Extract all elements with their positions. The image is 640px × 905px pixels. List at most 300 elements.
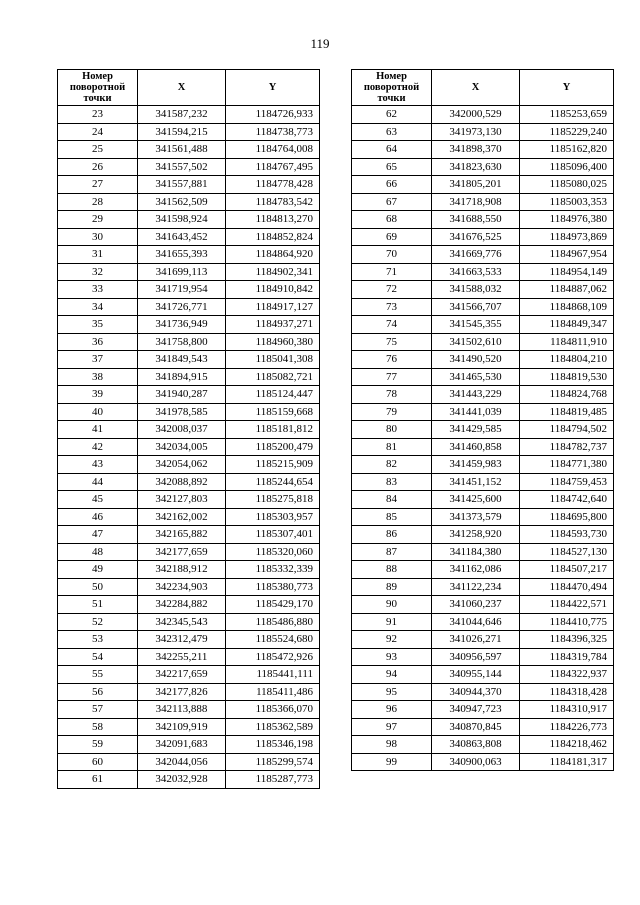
y-coordinate-cell: 1184910,842 (226, 281, 320, 299)
x-coordinate-cell: 341726,771 (138, 298, 226, 316)
point-number-cell: 65 (352, 158, 432, 176)
table-row (352, 421, 614, 439)
point-number-cell: 77 (352, 368, 432, 386)
x-coordinate-cell: 341588,032 (432, 281, 520, 299)
point-number-cell: 48 (58, 543, 138, 561)
table-row (352, 193, 614, 211)
table-row (58, 368, 320, 386)
point-number-cell: 76 (352, 351, 432, 369)
x-coordinate-cell: 341973,130 (432, 123, 520, 141)
x-coordinate-cell: 341443,229 (432, 386, 520, 404)
point-number-cell: 99 (352, 753, 432, 771)
table-row (58, 158, 320, 176)
y-coordinate-cell: 1185159,668 (226, 403, 320, 421)
y-coordinate-cell: 1184527,130 (520, 543, 614, 561)
point-number-cell: 42 (58, 438, 138, 456)
point-number-cell: 94 (352, 666, 432, 684)
table-row (58, 631, 320, 649)
point-number-cell: 74 (352, 316, 432, 334)
table-row (352, 403, 614, 421)
table-row (58, 228, 320, 246)
table-row (58, 771, 320, 789)
y-coordinate-cell: 1184813,270 (226, 211, 320, 229)
table-row (352, 351, 614, 369)
x-coordinate-cell: 341587,232 (138, 106, 226, 124)
point-number-cell: 70 (352, 246, 432, 264)
x-coordinate-cell: 341373,579 (432, 508, 520, 526)
table-row (352, 543, 614, 561)
y-coordinate-cell: 1184695,800 (520, 508, 614, 526)
point-number-cell: 26 (58, 158, 138, 176)
y-coordinate-cell: 1184738,773 (226, 123, 320, 141)
point-number-cell: 63 (352, 123, 432, 141)
point-number-cell: 71 (352, 263, 432, 281)
x-coordinate-cell: 340863,808 (432, 736, 520, 754)
header-point-number: Номер поворотной точки (58, 70, 138, 106)
y-coordinate-cell: 1184849,347 (520, 316, 614, 334)
point-number-cell: 38 (58, 368, 138, 386)
x-coordinate-cell: 340947,723 (432, 701, 520, 719)
x-coordinate-cell: 341026,271 (432, 631, 520, 649)
y-coordinate-cell: 1184782,737 (520, 438, 614, 456)
y-coordinate-cell: 1184593,730 (520, 526, 614, 544)
table-row (352, 228, 614, 246)
x-coordinate-cell: 342177,826 (138, 683, 226, 701)
table-row (352, 386, 614, 404)
x-coordinate-cell: 341557,881 (138, 176, 226, 194)
point-number-cell: 30 (58, 228, 138, 246)
y-coordinate-cell: 1184759,453 (520, 473, 614, 491)
y-coordinate-cell: 1184226,773 (520, 718, 614, 736)
point-number-cell: 41 (58, 421, 138, 439)
table-row (58, 753, 320, 771)
x-coordinate-cell: 342008,037 (138, 421, 226, 439)
table-row (352, 596, 614, 614)
table-row (352, 263, 614, 281)
x-coordinate-cell: 342127,803 (138, 491, 226, 509)
y-coordinate-cell: 1185486,880 (226, 613, 320, 631)
point-number-cell: 53 (58, 631, 138, 649)
x-coordinate-cell: 340956,597 (432, 648, 520, 666)
y-coordinate-cell: 1185003,353 (520, 193, 614, 211)
x-coordinate-cell: 341162,086 (432, 561, 520, 579)
x-coordinate-cell: 342109,919 (138, 718, 226, 736)
point-number-cell: 43 (58, 456, 138, 474)
table-row (352, 456, 614, 474)
x-coordinate-cell: 341044,646 (432, 613, 520, 631)
x-coordinate-cell: 341557,502 (138, 158, 226, 176)
x-coordinate-cell: 342054,062 (138, 456, 226, 474)
y-coordinate-cell: 1184960,380 (226, 333, 320, 351)
y-coordinate-cell: 1184778,428 (226, 176, 320, 194)
y-coordinate-cell: 1184819,485 (520, 403, 614, 421)
table-row (58, 438, 320, 456)
x-coordinate-cell: 340870,845 (432, 718, 520, 736)
table-header-row (58, 70, 320, 106)
x-coordinate-cell: 341562,509 (138, 193, 226, 211)
point-number-cell: 25 (58, 141, 138, 159)
y-coordinate-cell: 1184976,380 (520, 211, 614, 229)
x-coordinate-cell: 341451,152 (432, 473, 520, 491)
point-number-cell: 35 (58, 316, 138, 334)
point-number-cell: 28 (58, 193, 138, 211)
y-coordinate-cell: 1184322,937 (520, 666, 614, 684)
x-coordinate-cell: 341676,525 (432, 228, 520, 246)
coordinates-table-right (351, 69, 614, 771)
table-row (352, 736, 614, 754)
table-row (58, 176, 320, 194)
table-row (352, 508, 614, 526)
point-number-cell: 33 (58, 281, 138, 299)
point-number-cell: 56 (58, 683, 138, 701)
point-number-cell: 61 (58, 771, 138, 789)
table-row (352, 438, 614, 456)
y-coordinate-cell: 1184507,217 (520, 561, 614, 579)
point-number-cell: 78 (352, 386, 432, 404)
y-coordinate-cell: 1184742,640 (520, 491, 614, 509)
y-coordinate-cell: 1185303,957 (226, 508, 320, 526)
table-row (352, 106, 614, 124)
y-coordinate-cell: 1184937,271 (226, 316, 320, 334)
y-coordinate-cell: 1184396,325 (520, 631, 614, 649)
y-coordinate-cell: 1185080,025 (520, 176, 614, 194)
table-row (58, 543, 320, 561)
table-row (352, 491, 614, 509)
y-coordinate-cell: 1184310,917 (520, 701, 614, 719)
x-coordinate-cell: 342091,683 (138, 736, 226, 754)
table-row (352, 298, 614, 316)
point-number-cell: 79 (352, 403, 432, 421)
point-number-cell: 97 (352, 718, 432, 736)
table-row (58, 613, 320, 631)
x-coordinate-cell: 341545,355 (432, 316, 520, 334)
header-point-number: Номер поворотной точки (352, 70, 432, 106)
point-number-cell: 27 (58, 176, 138, 194)
table-row (352, 526, 614, 544)
header-x: X (138, 70, 226, 106)
x-coordinate-cell: 342032,928 (138, 771, 226, 789)
table-row (58, 526, 320, 544)
y-coordinate-cell: 1184954,149 (520, 263, 614, 281)
table-row (352, 683, 614, 701)
table-row (58, 123, 320, 141)
x-coordinate-cell: 341184,380 (432, 543, 520, 561)
table-row (58, 193, 320, 211)
point-number-cell: 86 (352, 526, 432, 544)
x-coordinate-cell: 341898,370 (432, 141, 520, 159)
table-body-left (58, 106, 320, 789)
point-number-cell: 87 (352, 543, 432, 561)
table-row (58, 403, 320, 421)
table-row (352, 613, 614, 631)
point-number-cell: 36 (58, 333, 138, 351)
y-coordinate-cell: 1185041,308 (226, 351, 320, 369)
x-coordinate-cell: 342188,912 (138, 561, 226, 579)
table-row (58, 578, 320, 596)
x-coordinate-cell: 341699,113 (138, 263, 226, 281)
table-row (58, 386, 320, 404)
table-row (58, 718, 320, 736)
y-coordinate-cell: 1184771,380 (520, 456, 614, 474)
point-number-cell: 52 (58, 613, 138, 631)
point-number-cell: 85 (352, 508, 432, 526)
y-coordinate-cell: 1185299,574 (226, 753, 320, 771)
x-coordinate-cell: 341459,983 (432, 456, 520, 474)
y-coordinate-cell: 1185096,400 (520, 158, 614, 176)
table-row (58, 473, 320, 491)
x-coordinate-cell: 341490,520 (432, 351, 520, 369)
y-coordinate-cell: 1185366,070 (226, 701, 320, 719)
table-row (58, 648, 320, 666)
x-coordinate-cell: 341978,585 (138, 403, 226, 421)
point-number-cell: 81 (352, 438, 432, 456)
y-coordinate-cell: 1185472,926 (226, 648, 320, 666)
table-row (58, 281, 320, 299)
y-coordinate-cell: 1185380,773 (226, 578, 320, 596)
x-coordinate-cell: 341894,915 (138, 368, 226, 386)
x-coordinate-cell: 341849,543 (138, 351, 226, 369)
table-row (352, 246, 614, 264)
point-number-cell: 58 (58, 718, 138, 736)
point-number-cell: 45 (58, 491, 138, 509)
y-coordinate-cell: 1184819,530 (520, 368, 614, 386)
x-coordinate-cell: 341566,707 (432, 298, 520, 316)
table-row (58, 666, 320, 684)
y-coordinate-cell: 1184764,008 (226, 141, 320, 159)
table-row (352, 211, 614, 229)
x-coordinate-cell: 341655,393 (138, 246, 226, 264)
point-number-cell: 95 (352, 683, 432, 701)
point-number-cell: 47 (58, 526, 138, 544)
x-coordinate-cell: 341502,610 (432, 333, 520, 351)
point-number-cell: 40 (58, 403, 138, 421)
point-number-cell: 67 (352, 193, 432, 211)
point-number-cell: 23 (58, 106, 138, 124)
point-number-cell: 92 (352, 631, 432, 649)
point-number-cell: 89 (352, 578, 432, 596)
y-coordinate-cell: 1185229,240 (520, 123, 614, 141)
point-number-cell: 59 (58, 736, 138, 754)
y-coordinate-cell: 1185082,721 (226, 368, 320, 386)
x-coordinate-cell: 340900,063 (432, 753, 520, 771)
x-coordinate-cell: 341643,452 (138, 228, 226, 246)
point-number-cell: 50 (58, 578, 138, 596)
x-coordinate-cell: 341688,550 (432, 211, 520, 229)
x-coordinate-cell: 342044,056 (138, 753, 226, 771)
y-coordinate-cell: 1185275,818 (226, 491, 320, 509)
point-number-cell: 73 (352, 298, 432, 316)
y-coordinate-cell: 1184422,571 (520, 596, 614, 614)
y-coordinate-cell: 1184804,210 (520, 351, 614, 369)
x-coordinate-cell: 341758,800 (138, 333, 226, 351)
table-row (58, 736, 320, 754)
x-coordinate-cell: 342345,543 (138, 613, 226, 631)
y-coordinate-cell: 1185429,170 (226, 596, 320, 614)
x-coordinate-cell: 341940,287 (138, 386, 226, 404)
point-number-cell: 90 (352, 596, 432, 614)
y-coordinate-cell: 1184318,428 (520, 683, 614, 701)
table-row (58, 421, 320, 439)
table-row (58, 491, 320, 509)
y-coordinate-cell: 1184887,062 (520, 281, 614, 299)
x-coordinate-cell: 340955,144 (432, 666, 520, 684)
coordinates-table-left (57, 69, 320, 789)
table-row (58, 683, 320, 701)
point-number-cell: 49 (58, 561, 138, 579)
y-coordinate-cell: 1184902,341 (226, 263, 320, 281)
point-number-cell: 31 (58, 246, 138, 264)
table-row (58, 596, 320, 614)
table-row (352, 631, 614, 649)
point-number-cell: 57 (58, 701, 138, 719)
point-number-cell: 54 (58, 648, 138, 666)
y-coordinate-cell: 1185253,659 (520, 106, 614, 124)
point-number-cell: 44 (58, 473, 138, 491)
point-number-cell: 72 (352, 281, 432, 299)
y-coordinate-cell: 1185411,486 (226, 683, 320, 701)
point-number-cell: 98 (352, 736, 432, 754)
y-coordinate-cell: 1184917,127 (226, 298, 320, 316)
y-coordinate-cell: 1185320,060 (226, 543, 320, 561)
x-coordinate-cell: 342034,005 (138, 438, 226, 456)
table-row (352, 753, 614, 771)
y-coordinate-cell: 1184868,109 (520, 298, 614, 316)
header-x: X (432, 70, 520, 106)
y-coordinate-cell: 1184783,542 (226, 193, 320, 211)
x-coordinate-cell: 341060,237 (432, 596, 520, 614)
table-header-row (352, 70, 614, 106)
table-row (58, 561, 320, 579)
page-number: 119 (310, 36, 330, 51)
table-row (352, 123, 614, 141)
y-coordinate-cell: 1184319,784 (520, 648, 614, 666)
y-coordinate-cell: 1184726,933 (226, 106, 320, 124)
point-number-cell: 46 (58, 508, 138, 526)
y-coordinate-cell: 1184470,494 (520, 578, 614, 596)
table-row (58, 316, 320, 334)
point-number-cell: 91 (352, 613, 432, 631)
x-coordinate-cell: 342217,659 (138, 666, 226, 684)
point-number-cell: 24 (58, 123, 138, 141)
point-number-cell: 88 (352, 561, 432, 579)
table-row (58, 141, 320, 159)
x-coordinate-cell: 342088,892 (138, 473, 226, 491)
x-coordinate-cell: 341122,234 (432, 578, 520, 596)
x-coordinate-cell: 341425,600 (432, 491, 520, 509)
table-row (58, 298, 320, 316)
y-coordinate-cell: 1185200,479 (226, 438, 320, 456)
table-row (352, 333, 614, 351)
point-number-cell: 60 (58, 753, 138, 771)
x-coordinate-cell: 341718,908 (432, 193, 520, 211)
x-coordinate-cell: 341594,215 (138, 123, 226, 141)
point-number-cell: 34 (58, 298, 138, 316)
point-number-cell: 96 (352, 701, 432, 719)
table-row (352, 666, 614, 684)
point-number-cell: 37 (58, 351, 138, 369)
x-coordinate-cell: 342177,659 (138, 543, 226, 561)
point-number-cell: 64 (352, 141, 432, 159)
y-coordinate-cell: 1184824,768 (520, 386, 614, 404)
point-number-cell: 75 (352, 333, 432, 351)
point-number-cell: 69 (352, 228, 432, 246)
x-coordinate-cell: 341258,920 (432, 526, 520, 544)
table-body-right (352, 106, 614, 771)
table-row (352, 158, 614, 176)
table-row (352, 316, 614, 334)
table-row (58, 106, 320, 124)
y-coordinate-cell: 1184967,954 (520, 246, 614, 264)
y-coordinate-cell: 1185441,111 (226, 666, 320, 684)
y-coordinate-cell: 1185524,680 (226, 631, 320, 649)
x-coordinate-cell: 341441,039 (432, 403, 520, 421)
table-row (352, 176, 614, 194)
table-row (352, 578, 614, 596)
header-y: Y (520, 70, 614, 106)
y-coordinate-cell: 1184973,869 (520, 228, 614, 246)
x-coordinate-cell: 341823,630 (432, 158, 520, 176)
y-coordinate-cell: 1185362,589 (226, 718, 320, 736)
y-coordinate-cell: 1185287,773 (226, 771, 320, 789)
table-row (58, 508, 320, 526)
table-row (352, 718, 614, 736)
header-y: Y (226, 70, 320, 106)
y-coordinate-cell: 1184767,495 (226, 158, 320, 176)
x-coordinate-cell: 341429,585 (432, 421, 520, 439)
point-number-cell: 83 (352, 473, 432, 491)
table-row (58, 263, 320, 281)
y-coordinate-cell: 1184410,775 (520, 613, 614, 631)
table-row (58, 351, 320, 369)
x-coordinate-cell: 340944,370 (432, 683, 520, 701)
y-coordinate-cell: 1185124,447 (226, 386, 320, 404)
point-number-cell: 29 (58, 211, 138, 229)
point-number-cell: 80 (352, 421, 432, 439)
point-number-cell: 32 (58, 263, 138, 281)
x-coordinate-cell: 342000,529 (432, 106, 520, 124)
x-coordinate-cell: 341669,776 (432, 246, 520, 264)
y-coordinate-cell: 1185332,339 (226, 561, 320, 579)
y-coordinate-cell: 1184852,824 (226, 228, 320, 246)
table-row (352, 701, 614, 719)
point-number-cell: 39 (58, 386, 138, 404)
table-row (352, 368, 614, 386)
y-coordinate-cell: 1185346,198 (226, 736, 320, 754)
x-coordinate-cell: 341736,949 (138, 316, 226, 334)
y-coordinate-cell: 1184218,462 (520, 736, 614, 754)
point-number-cell: 93 (352, 648, 432, 666)
table-row (352, 141, 614, 159)
x-coordinate-cell: 341465,530 (432, 368, 520, 386)
y-coordinate-cell: 1184181,317 (520, 753, 614, 771)
point-number-cell: 66 (352, 176, 432, 194)
table-row (58, 701, 320, 719)
y-coordinate-cell: 1184811,910 (520, 333, 614, 351)
point-number-cell: 55 (58, 666, 138, 684)
x-coordinate-cell: 342284,882 (138, 596, 226, 614)
y-coordinate-cell: 1185162,820 (520, 141, 614, 159)
y-coordinate-cell: 1184864,920 (226, 246, 320, 264)
point-number-cell: 82 (352, 456, 432, 474)
point-number-cell: 51 (58, 596, 138, 614)
table-row (352, 281, 614, 299)
x-coordinate-cell: 341460,858 (432, 438, 520, 456)
x-coordinate-cell: 342165,882 (138, 526, 226, 544)
x-coordinate-cell: 341598,924 (138, 211, 226, 229)
table-row (352, 473, 614, 491)
table-row (58, 246, 320, 264)
point-number-cell: 62 (352, 106, 432, 124)
